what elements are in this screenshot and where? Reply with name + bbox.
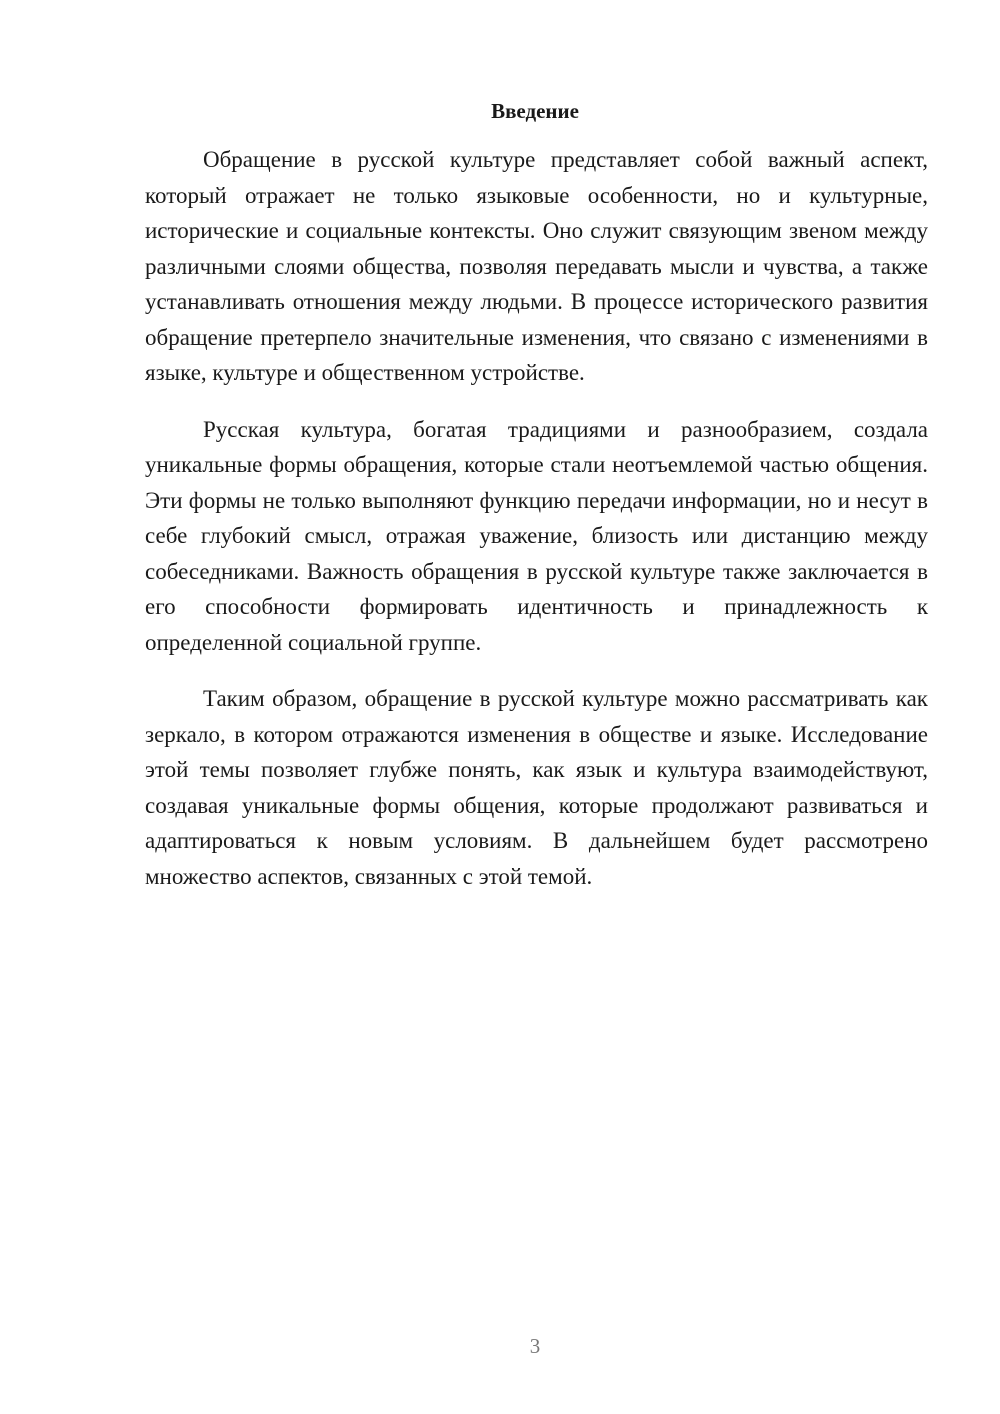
paragraph-1: Обращение в русской культуре представляет собой важный аспект, который отражает не только языковые особенности, но и культурные, исторические и социальные контексты. Оно служит связующим звеном между различными слоями общества, позволяя передавать мысли и чувства, а также устанавливать отношения между людьми. В процессе исторического развития обращение претерпело значительные изменения, что связано с изменениями в языке, культуре и общественном устройстве. [145,147,928,385]
body-text [145,142,928,915]
page-number: 3 [529,1334,541,1358]
section-title: Введение [491,99,579,123]
paragraph-2: Русская культура, богатая традициями и разнообразием, создала уникальные формы обращения, которые стали неотъемлемой частью общения. Эти формы не только выполняют функцию передачи информации, но и несут в себе глубокий смысл, отражая уважение, близость или дистанцию между собеседниками. Важность обращения в русской культуре также заключается в его способности формировать идентичность и принадлежность к определенной социальной группе. [145,416,928,655]
paragraph-3: Таким образом, обращение в русской культуре можно рассматривать как зеркало, в котором отражаются изменения в обществе и языке. Исследование этой темы позволяет глубже понять, как язык и культура взаимодействуют, создавая уникальные формы общения, которые продолжают развиваться и адаптироваться к новым условиям. В дальнейшем будет рассмотрено множество аспектов, связанных с этой темой. [145,686,928,889]
